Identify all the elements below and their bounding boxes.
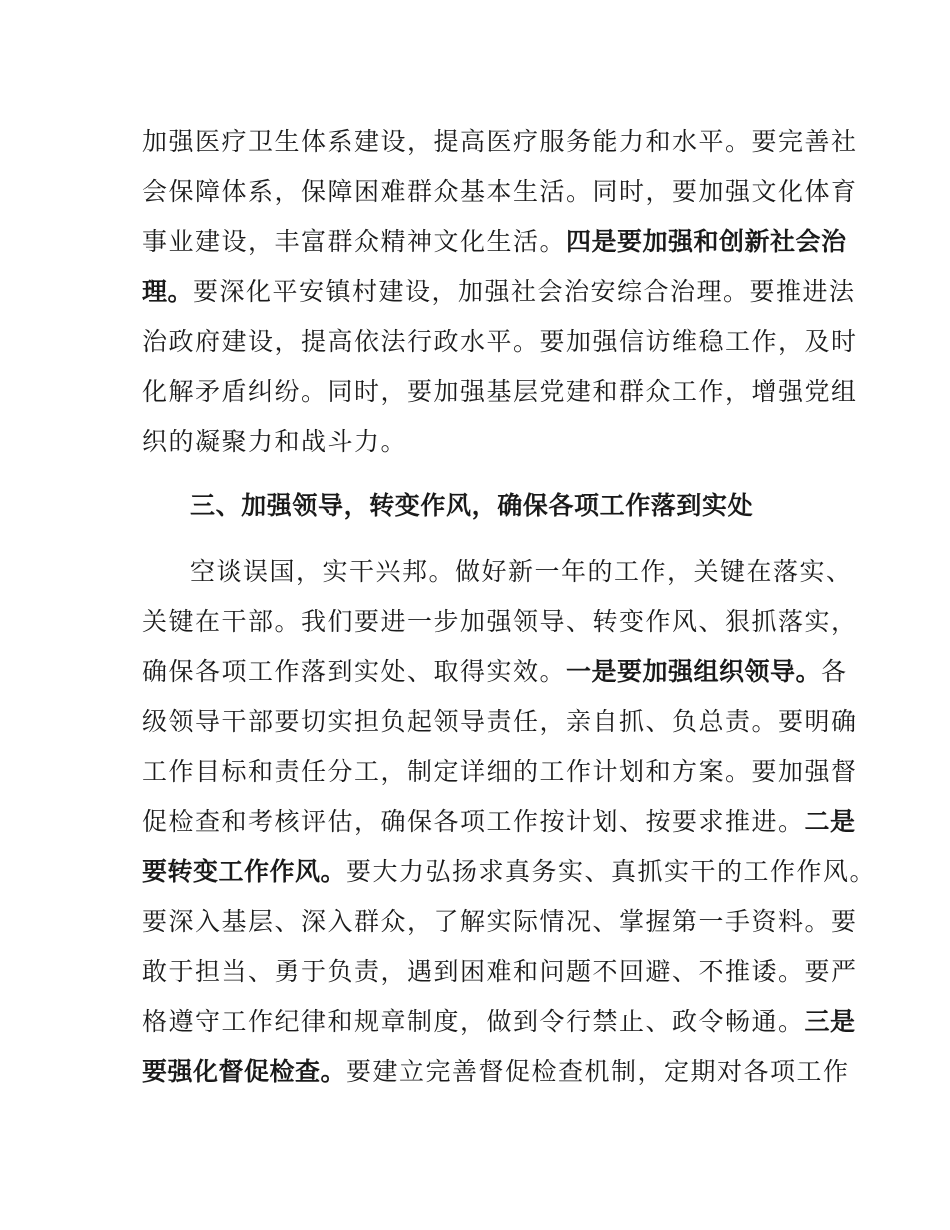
paragraph-line [142, 956, 858, 988]
paragraph-line [142, 606, 858, 638]
paragraph-line [142, 856, 877, 888]
text-span: 要深入基层、深入群众，了解实际情况、掌握第一手资料。要 [142, 907, 858, 936]
text-span: 各 [821, 657, 848, 686]
text-span: 会保障体系，保障困难群众基本生活。同时，要加强文化体育 [142, 177, 858, 206]
paragraph-line [142, 1056, 850, 1088]
text-span: 促检查和考核评估，确保各项工作按计划、按要求推进。 [142, 807, 805, 836]
text-span: 关键在干部。我们要进一步加强领导、转变作风、狠抓落实， [142, 607, 858, 636]
paragraph-line [142, 906, 858, 938]
text-span: 化解矛盾纠纷。同时，要加强基层党建和群众工作，增强党组 [142, 377, 858, 406]
paragraph-line [142, 276, 856, 308]
text-span: 格遵守工作纪律和规章制度，做到令行禁止、政令畅通。 [142, 1007, 805, 1036]
text-span: 要大力弘扬求真务实、真抓实干的工作作风。 [346, 857, 877, 886]
text-span: 治政府建设，提高依法行政水平。要加强信访维稳工作，及时 [142, 327, 858, 356]
text-span: 织的凝聚力和战斗力。 [142, 427, 408, 456]
bold-point: 一是要加强组织领导。 [566, 657, 822, 686]
text-span: 要深化平安镇村建设，加强社会治安综合治理。要推进法 [193, 277, 856, 306]
paragraph-line [142, 376, 858, 408]
bold-point: 四是要加强和创新社会治 [566, 227, 847, 256]
paragraph-line [142, 426, 842, 458]
bold-point: 要转变工作作风。 [142, 857, 347, 886]
bold-point: 三是 [804, 1007, 856, 1036]
section-heading [190, 490, 890, 522]
bold-point: 理。 [142, 277, 194, 306]
text-span: 事业建设，丰富群众精神文化生活。 [142, 227, 567, 256]
text-span: 级领导干部要切实担负起领导责任，亲自抓、负总责。要明确 [142, 707, 858, 736]
paragraph-line [142, 656, 848, 688]
paragraph-line [142, 176, 858, 208]
paragraph-line [142, 756, 858, 788]
paragraph-line [142, 1006, 856, 1038]
paragraph-line [142, 706, 858, 738]
text-span: 空谈误国，实干兴邦。做好新一年的工作，关键在落实、 [190, 557, 853, 586]
text-span: 敢于担当、勇于负责，遇到困难和问题不回避、不推诿。要严 [142, 957, 858, 986]
paragraph-line [142, 226, 847, 258]
text-span: 要建立完善督促检查机制，定期对各项工作 [346, 1057, 850, 1086]
bold-point: 要强化督促检查。 [142, 1057, 347, 1086]
text-span: 加强医疗卫生体系建设，提高医疗服务能力和水平。要完善社 [142, 127, 858, 156]
text-span: 工作目标和责任分工，制定详细的工作计划和方案。要加强督 [142, 757, 858, 786]
paragraph-line [190, 556, 890, 588]
bold-point: 二是 [804, 807, 856, 836]
heading-text: 三、加强领导，转变作风，确保各项工作落到实处 [190, 491, 754, 520]
paragraph-line [142, 806, 856, 838]
text-span: 确保各项工作落到实处、取得实效。 [142, 657, 567, 686]
paragraph-line [142, 126, 858, 158]
paragraph-line [142, 326, 858, 358]
